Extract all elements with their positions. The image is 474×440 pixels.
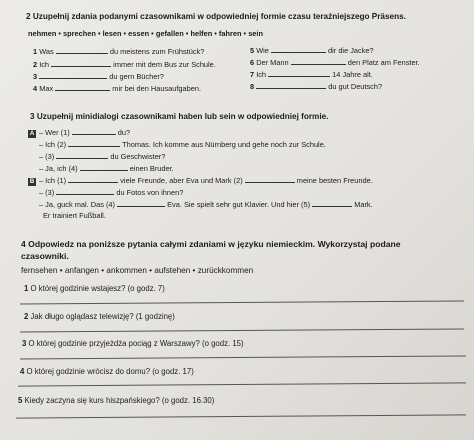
ex3-b-line-3: – Ja, guck mal. Das (4) Eva. Sie spielt sehr gut Klavier. Und hier (5) Mark. [39,200,373,209]
ex3-a-line-1: A – Wer (1) du? [29,128,131,137]
ex3-title: 3 Uzupełnij minidialogi czasownikami haben lub sein w odpowiedniej formie. [30,112,329,121]
ex2-item-5: 5 Wie dir die Jacke? [250,46,374,55]
blank[interactable] [256,81,326,89]
blank[interactable] [51,59,111,67]
ex4-question-3: 3 O której godzinie przyjeżdża pociąg z Warszawy? (o godz. 15) [22,339,244,348]
ex3-a-line-4: – Ja, ich (4) einen Bruder. [39,164,174,173]
answer-line-4[interactable] [18,382,466,386]
blank[interactable] [268,69,330,77]
blank[interactable] [245,175,295,183]
ex3-b-line-4: Er trainiert Fußball. [43,211,106,220]
ex2-item-8: 8 du gut Deutsch? [250,82,383,91]
dialog-b-badge: B [29,179,35,185]
ex4-question-1: 1 O której godzinie wstajesz? (o godz. 7) [24,284,165,293]
blank[interactable] [271,45,326,53]
blank[interactable] [68,139,120,147]
blank[interactable] [39,71,107,79]
blank[interactable] [80,163,128,171]
ex4-title: 4 Odpowiedz na poniższe pytania całymi zdaniami w języku niemieckim. Wykorzystaj podane [21,239,401,249]
ex2-item-7: 7 Ich 14 Jahre alt. [250,70,373,79]
ex3-b-line-2: – (3) du Fotos von ihnen? [39,188,184,197]
blank[interactable] [291,57,346,65]
ex4-wordbank: fernsehen • anfangen • ankommen • aufstehen • zurückkommen [21,266,254,275]
ex2-item-6: 6 Der Mann den Platz am Fenster. [250,58,420,67]
ex2-item-1: 1 Was du meistens zum Frühstück? [33,47,205,56]
ex4-question-4: 4 O której godzinie wrócisz do domu? (o godz. 17) [20,367,194,376]
blank[interactable] [68,175,118,183]
blank[interactable] [56,46,108,54]
blank[interactable] [72,127,116,135]
ex3-a-line-3: – (3) du Geschwister? [39,152,166,161]
answer-line-1[interactable] [20,300,464,304]
blank[interactable] [56,151,108,159]
dialog-a-badge: A [29,131,35,137]
ex4-title-cont: czasowniki. [21,251,69,261]
ex3-a-line-2: – Ich (2) Thomas. Ich komme aus Nürnberg und gehe noch zur Schule. [39,140,326,149]
blank[interactable] [55,83,110,91]
ex4-question-2: 2 Jak długo oglądasz telewizję? (1 godzinę) [24,312,175,321]
ex2-item-3: 3 du gern Bücher? [33,72,164,81]
answer-line-3[interactable] [20,355,466,359]
ex2-item-4: 4 Max mir bei den Hausaufgaben. [33,84,202,93]
ex4-question-5: 5 Kiedy zaczyna się kurs hiszpańskiego? (o godz. 16.30) [18,396,215,405]
ex2-item-2: 2 Ich immer mit dem Bus zur Schule. [33,60,216,69]
blank[interactable] [117,199,165,207]
ex3-b-line-1: B – Ich (1) viele Freunde, aber Eva und Mark (2) meine besten Freunde. [29,176,373,185]
answer-line-5[interactable] [16,414,466,418]
blank[interactable] [312,199,352,207]
ex2-title: 2 Uzupełnij zdania podanymi czasownikami w odpowiedniej formie czasu teraźniejszego Präsens. [26,12,406,21]
blank[interactable] [56,187,114,195]
answer-line-2[interactable] [20,328,464,332]
ex2-wordbank: nehmen • sprechen • lesen • essen • gefallen • helfen • fahren • sein [28,29,263,38]
